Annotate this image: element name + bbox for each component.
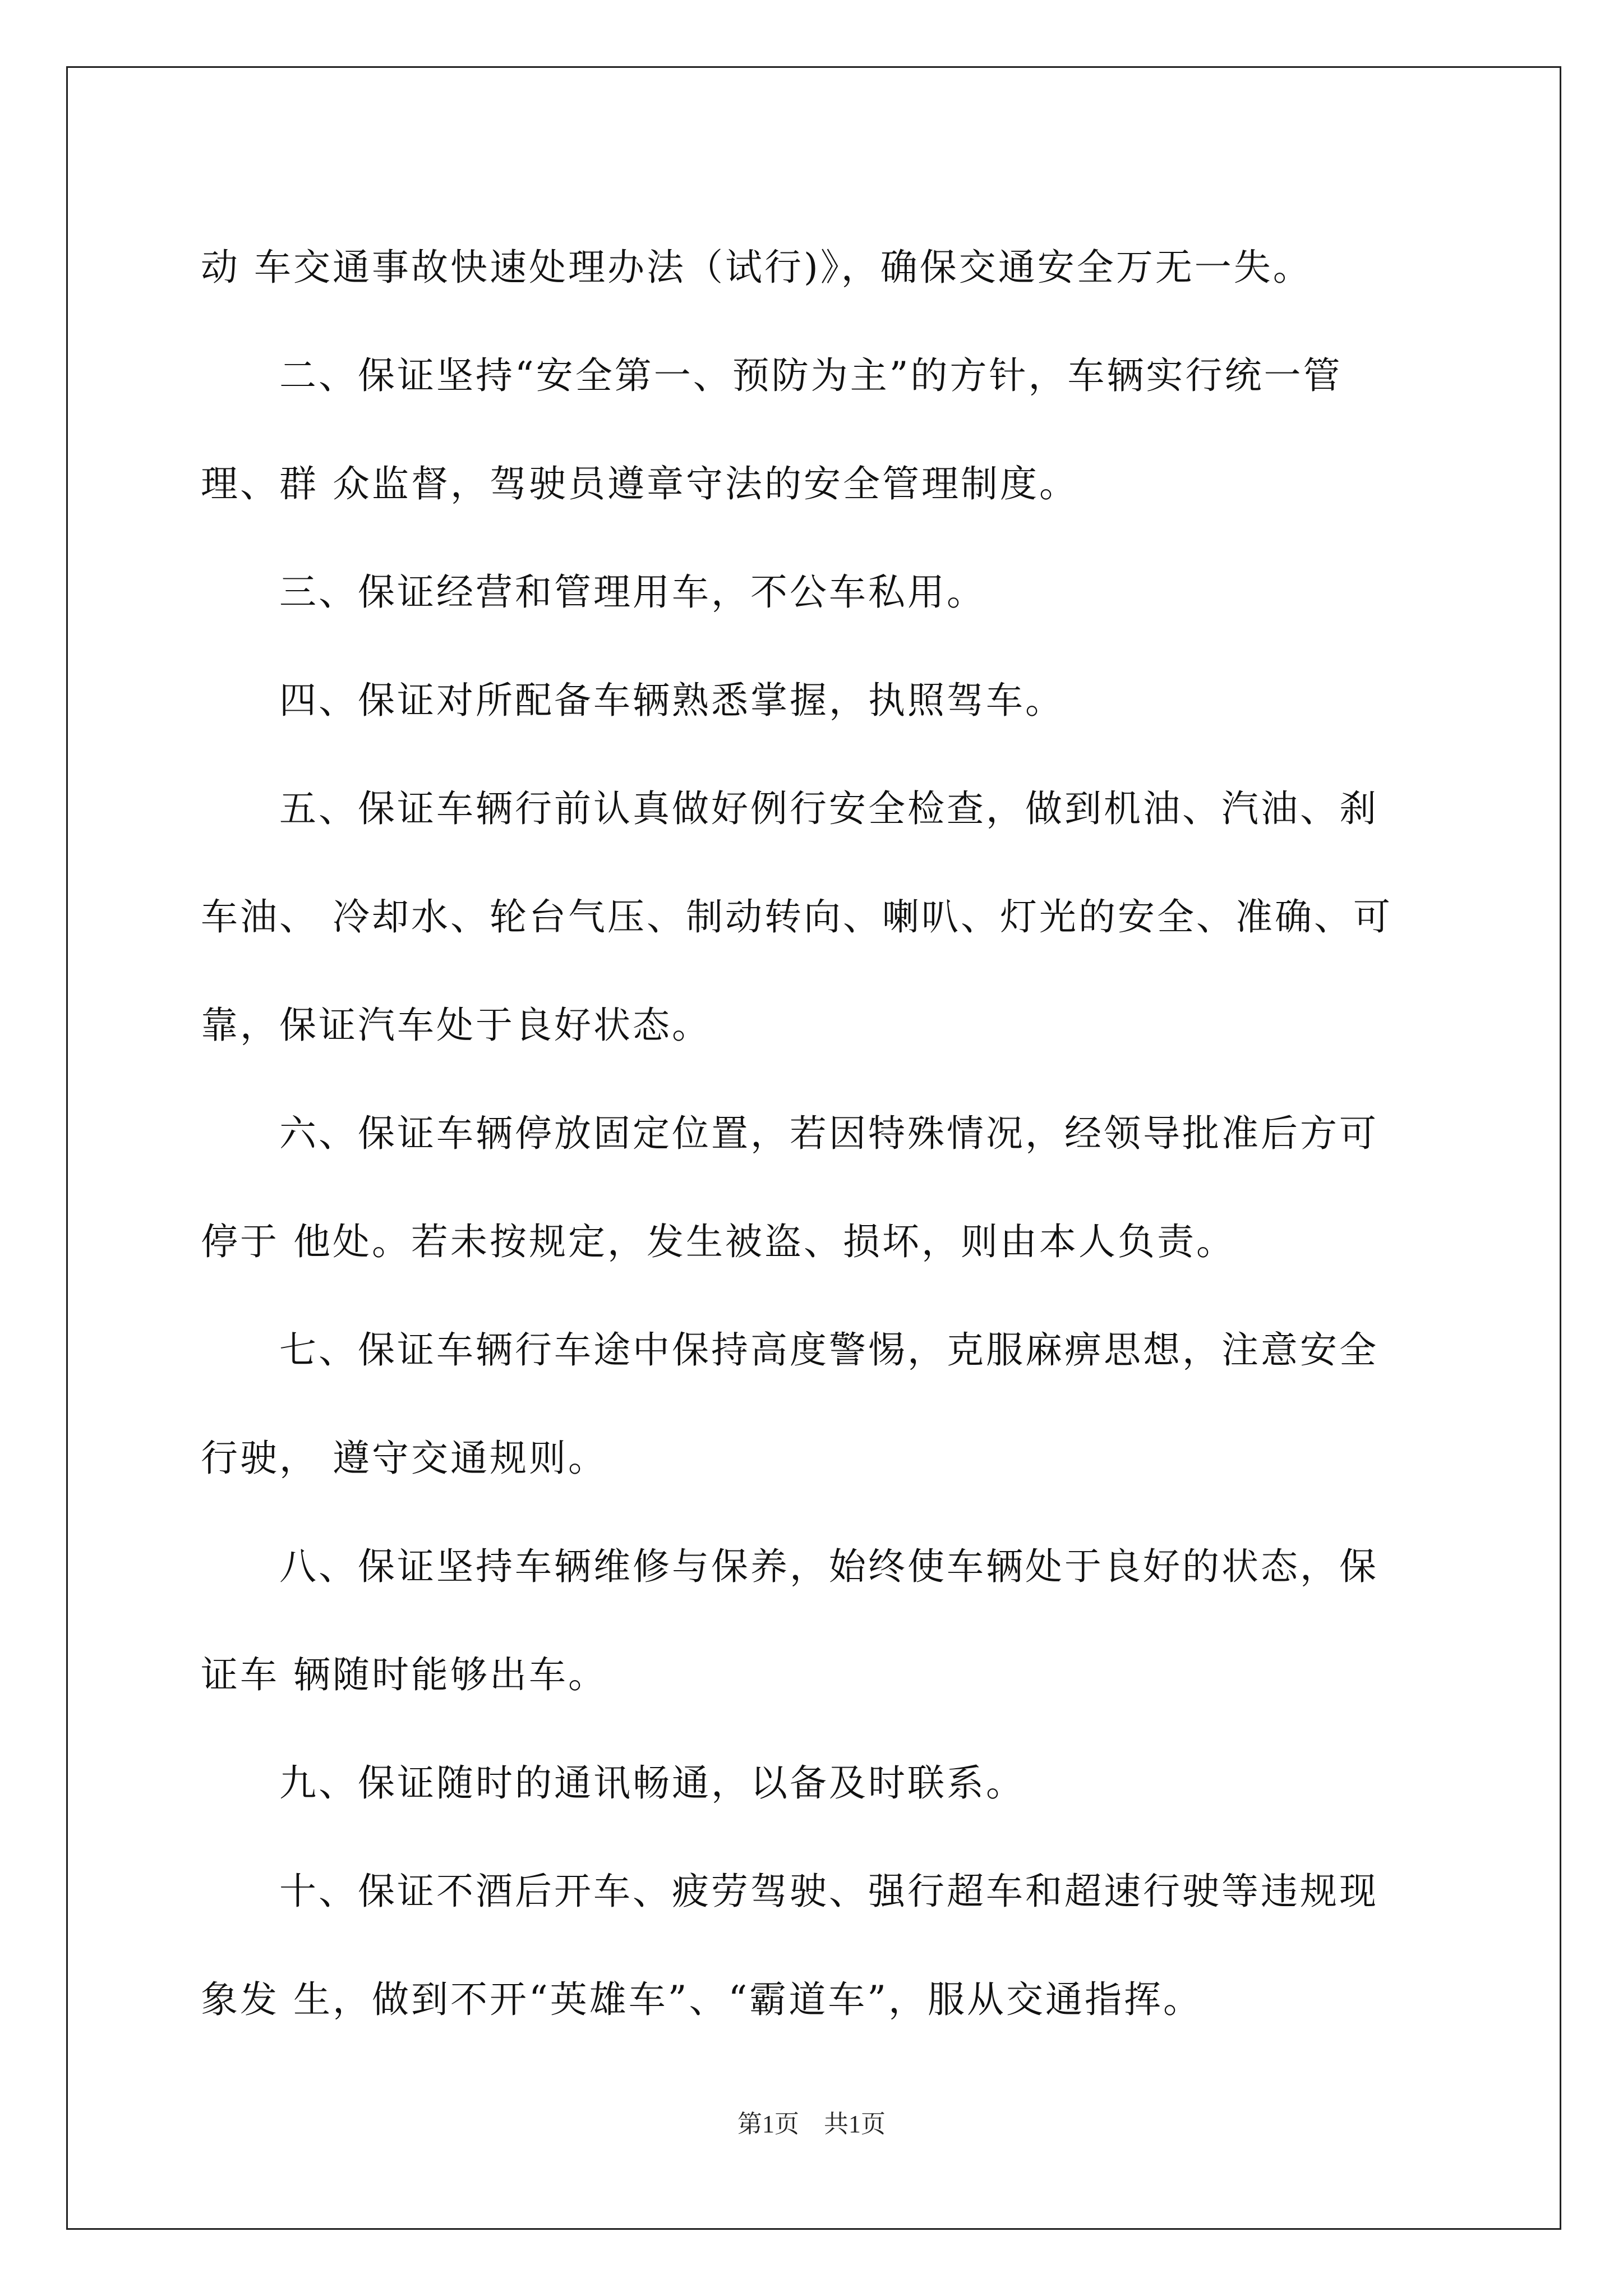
text-line: 理、群 众监督，驾驶员遵章守法的安全管理制度。 [201,462,1078,505]
text-line: 靠，保证汽车处于良好状态。 [201,1004,711,1047]
text-line: 二、保证坚持“安全第一、预防为主”的方针，车辆实行统一管 [279,354,1343,397]
text-line: 车油、 冷却水、轮台气压、制动转向、喇叭、灯光的安全、准确、可 [201,895,1393,938]
text-line: 十、保证不酒后开车、疲劳驾驶、强行超车和超速行驶等违规现 [279,1870,1378,1913]
text-line: 象发 生，做到不开“英雄车”、“霸道车”，服从交通指挥。 [201,1978,1202,2021]
text-line: 四、保证对所配备车辆熟悉掌握，执照驾车。 [279,679,1064,722]
page-footer: 第1页 共1页 [737,2110,886,2138]
text-line: 动 车交通事故快速处理办法（试行)》，确保交通安全万无一失。 [201,246,1312,289]
text-line: 六、保证车辆停放固定位置，若因特殊情况，经领导批准后方可 [279,1112,1378,1155]
document-body [201,213,1435,2054]
text-line: 停于 他处。若未按规定，发生被盗、损坏，则由本人负责。 [201,1220,1235,1263]
text-line: 五、保证车辆行前认真做好例行安全检查，做到机油、汽油、刹 [279,787,1378,830]
text-line: 三、保证经营和管理用车，不公车私用。 [279,570,986,614]
text-line: 七、保证车辆行车途中保持高度警惕，克服麻痹思想，注意安全 [279,1328,1378,1372]
text-line: 行驶， 遵守交通规则。 [201,1437,607,1480]
text-line: 八、保证坚持车辆维修与保养，始终使车辆处于良好的状态，保 [279,1545,1378,1588]
text-line: 九、保证随时的通讯畅通，以备及时联系。 [279,1761,1025,1805]
text-line: 证车 辆随时能够出车。 [201,1653,607,1696]
